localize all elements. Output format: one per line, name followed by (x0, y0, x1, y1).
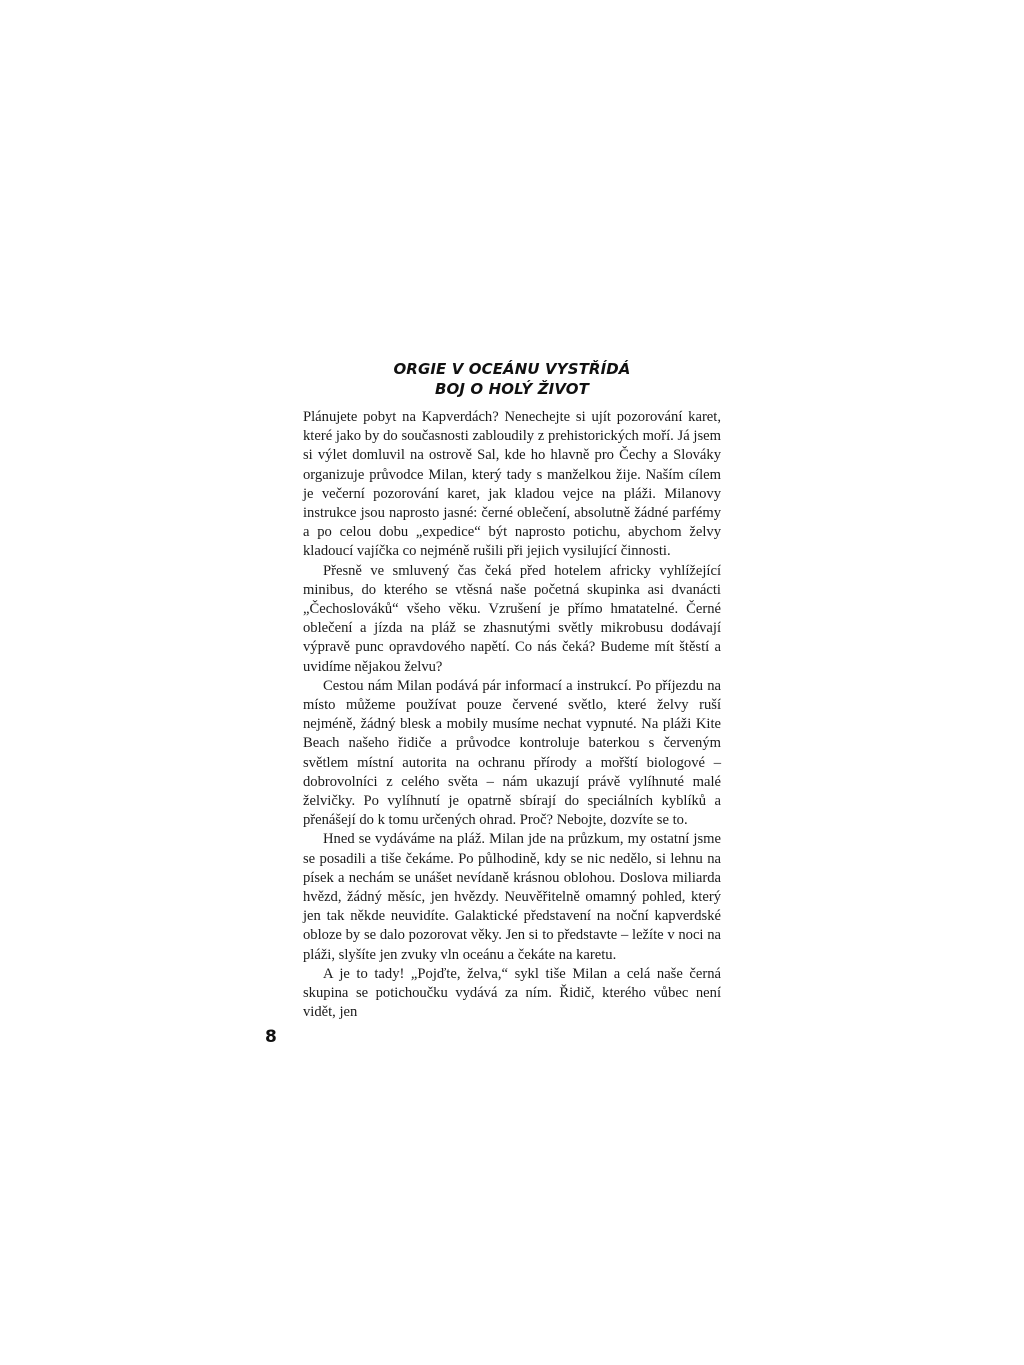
paragraph-3: Cestou nám Milan podává pár informací a instrukcí. Po příjezdu na místo můžeme používat pouze červené světlo, které želvy ruší nejméně, žádný blesk a mobily musíme nechat vypnuté. Na pláži Kite Beach našeho řidiče a průvodce kontroluje baterkou s červeným světlem místní autorita na ochranu přírody a mořští biologové – dobrovolníci z celého světa – nám ukazují právě vylíhnuté malé želvičky. Po vylíhnutí je opatrně sbírají do speciálních kyblíků a přenášejí do k tomu určených ohrad. Proč? Nebojte, dozvíte se to. (303, 677, 721, 829)
paragraph-2: Přesně ve smluvený čas čeká před hotelem africky vyhlížející minibus, do kterého se vtěsná naše početná skupinka asi dvanácti „Čechoslováků“ všeho věku. Vzrušení je přímo hmatatelné. Černé oblečení a jízda na pláž se zhasnutými světly mikrobusu dodávají výpravě punc opravdového napětí. Co nás čeká? Budeme mít štěstí a uvidíme nějakou želvu? (303, 562, 721, 675)
paragraph-4: Hned se vydáváme na pláž. Milan jde na průzkum, my ostatní jsme se posadili a tiše čekáme. Po půlhodině, kdy se nic nedělo, si lehnu na písek a nechám se unášet nevídaně krásnou oblohou. Doslova miliarda hvězd, žádný měsíc, jen hvězdy. Neuvěřitelně omamný pohled, který jen tak někde neuvidíte. Galaktické představení na noční kapverdské obloze by se dalo pozorovat věky. Jen si to představte – ležíte v noci na pláži, slyšíte jen zvuky vln oceánu a čekáte na karetu. (303, 831, 721, 963)
paragraph-1: Plánujete pobyt na Kapverdách? Nenechejte si ujít pozorování karet, které jako by do současnosti zabloudily z prehistorických moří. Já jsem si výlet domluvil na ostrově Sal, kde ho hlavně pro Čechy a Slováky organizuje průvodce Milan, který tady s manželkou žije. Naším cílem je večerní pozorování karet, jak kladou vejce na pláži. Milanovy instrukce jsou naprosto jasné: černé oblečení, absolutně žádné parfémy a po celou dobu „expedice“ být naprosto potichu, abychom želvy kladoucí vajíčka co nejméně rušili při jejich vysilující činnosti. (303, 409, 721, 560)
chapter-title-line-1: ORGIE V OCEÁNU VYSTŘÍDÁ (393, 360, 631, 379)
chapter-title-line-2: BOJ O HOLÝ ŽIVOT (435, 380, 589, 399)
body-text (303, 408, 721, 1023)
paragraph-5: A je to tady! „Pojďte, želva,“ sykl tiše Milan a celá naše černá skupina se potichoučku vydává za ním. Řidič, kterého vůbec není vidět, jen (303, 965, 721, 1021)
page-number: 8 (265, 1027, 277, 1047)
chapter-title (303, 359, 721, 399)
